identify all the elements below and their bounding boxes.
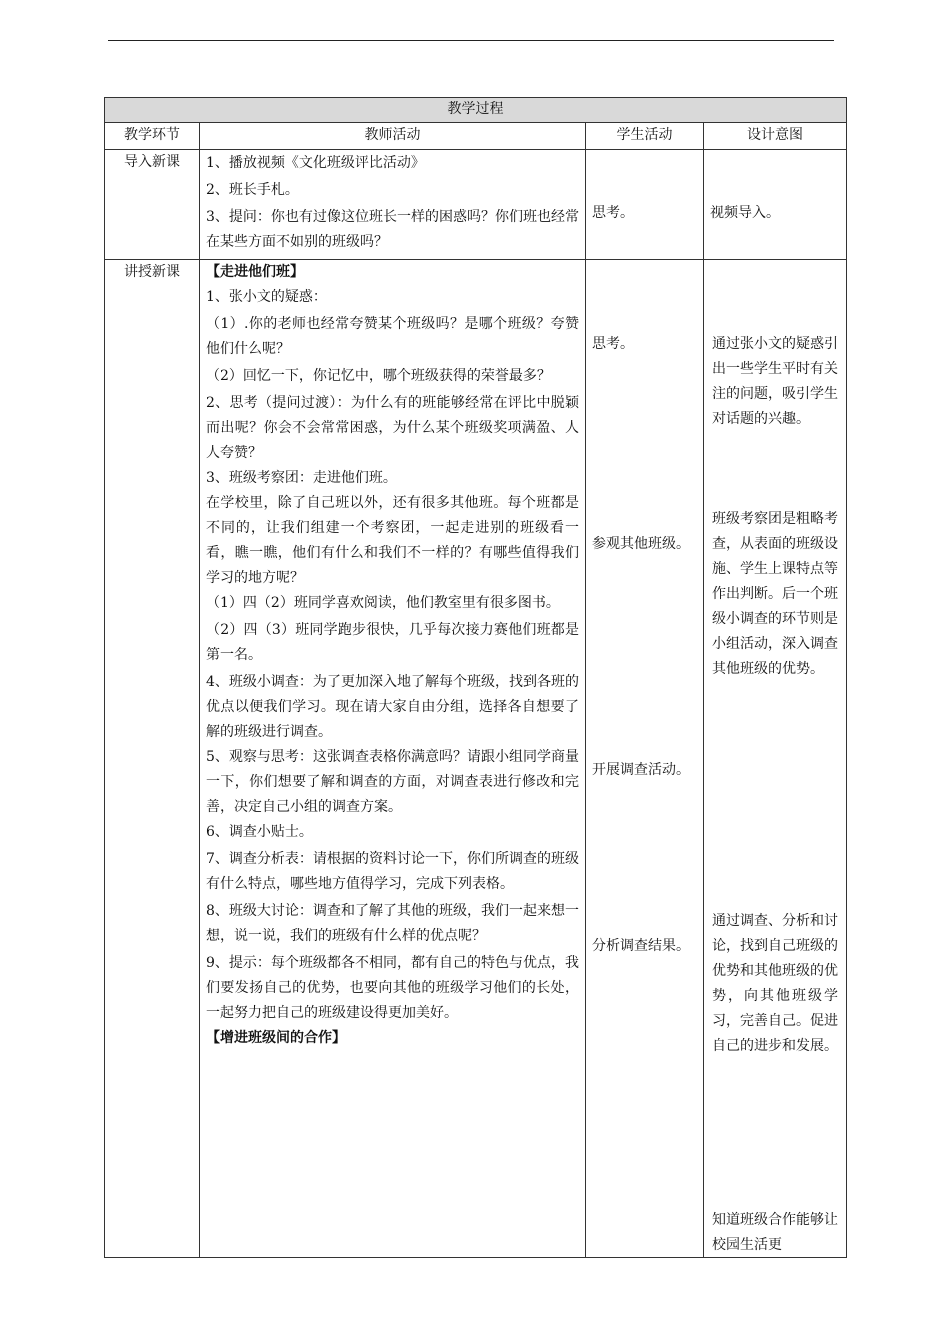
design-cell	[704, 260, 847, 1258]
teacher-line: 9、提示：每个班级都各不相同，都有自己的特色与优点，我们要发扬自己的优势，也要向其他的班级学习他们的长处，一起努力把自己的班级建设得更加美好。	[206, 955, 579, 1021]
design-text: 通过张小文的疑惑引出一些学生平时有关注的问题，吸引学生对话题的兴趣。	[712, 336, 838, 427]
stage-cell: 导入新课	[105, 150, 200, 260]
teaching-process-table	[104, 97, 847, 1258]
student-text: 参观其他班级。	[592, 536, 690, 552]
teacher-line: 8、班级大讨论：调查和了解了其他的班级，我们一起来想一想，说一说，我们的班级有什么样的优点呢？	[206, 903, 579, 944]
teacher-line: 4、班级小调查：为了更加深入地了解每个班级，找到各班的优点以便我们学习。现在请大家自由分组，选择各自想要了解的班级进行调查。	[206, 674, 579, 740]
header-student: 学生活动	[586, 123, 704, 150]
stage-cell: 讲授新课	[105, 260, 200, 1258]
teacher-line: （2）四（3）班同学跑步很快，几乎每次接力赛他们班都是第一名。	[206, 622, 579, 663]
teacher-line: 6、调查小贴士。	[206, 824, 313, 840]
teacher-line: 在学校里，除了自己班以外，还有很多其他班。每个班都是不同的，让我们组建一个考察团，一起走进别的班级看一看，瞧一瞧，他们有什么和我们不一样的？有哪些值得我们学习的地方呢？	[206, 495, 579, 586]
design-text: 通过调查、分析和讨论，找到自己班级的优势和其他班级的优势，向其他班级学习，完善自己。促进自己的进步和发展。	[712, 913, 838, 1054]
teacher-cell	[200, 260, 586, 1258]
teacher-line: （1）.你的老师也经常夸赞某个班级吗？是哪个班级？夸赞他们什么呢？	[206, 316, 579, 357]
teacher-line: （1）四（2）班同学喜欢阅读，他们教室里有很多图书。	[206, 595, 560, 611]
header-design: 设计意图	[704, 123, 847, 150]
design-text: 视频导入。	[710, 205, 780, 221]
header-rule	[108, 40, 834, 41]
student-cell	[586, 260, 704, 1258]
teacher-line: 2、班长手札。	[206, 182, 299, 198]
section-heading: 【走进他们班】	[206, 264, 304, 280]
teacher-line: 7、调查分析表：请根据的资料讨论一下，你们所调查的班级有什么特点，哪些地方值得学习，完成下列表格。	[206, 851, 579, 892]
table-title: 教学过程	[105, 98, 847, 123]
table-row	[105, 260, 847, 1258]
table-row	[105, 150, 847, 260]
teacher-line: （2）回忆一下，你记忆中，哪个班级获得的荣誉最多？	[206, 368, 551, 384]
student-text: 思考。	[592, 205, 634, 221]
teacher-cell	[200, 150, 586, 260]
header-stage: 教学环节	[105, 123, 200, 150]
table-header-row	[105, 123, 847, 150]
section-heading: 【增进班级间的合作】	[206, 1030, 346, 1046]
student-text: 开展调查活动。	[592, 762, 690, 778]
design-cell	[704, 150, 847, 260]
teacher-line: 1、张小文的疑惑：	[206, 289, 327, 305]
teacher-line: 5、观察与思考：这张调查表格你满意吗？请跟小组同学商量一下，你们想要了解和调查的方面，对调查表进行修改和完善，决定自己小组的调查方案。	[206, 749, 579, 815]
teacher-line: 3、班级考察团：走进他们班。	[206, 470, 397, 486]
header-teacher: 教师活动	[200, 123, 586, 150]
student-text: 分析调查结果。	[592, 938, 690, 954]
teacher-line: 3、提问：你也有过像这位班长一样的困惑吗？你们班也经常在某些方面不如别的班级吗？	[206, 209, 579, 250]
table-title-row	[105, 98, 847, 123]
design-text: 知道班级合作能够让校园生活更	[712, 1212, 838, 1253]
student-text: 思考。	[592, 336, 634, 352]
design-text: 班级考察团是粗略考查，从表面的班级设施、学生上课特点等作出判断。后一个班级小调查的环节则是小组活动，深入调查其他班级的优势。	[712, 511, 838, 677]
teacher-line: 1、播放视频《文化班级评比活动》	[206, 155, 425, 171]
student-cell	[586, 150, 704, 260]
teacher-line: 2、思考（提问过渡）：为什么有的班能够经常在评比中脱颖而出呢？你会不会常常困惑，为什么某个班级奖项满盈、人人夸赞？	[206, 395, 579, 461]
